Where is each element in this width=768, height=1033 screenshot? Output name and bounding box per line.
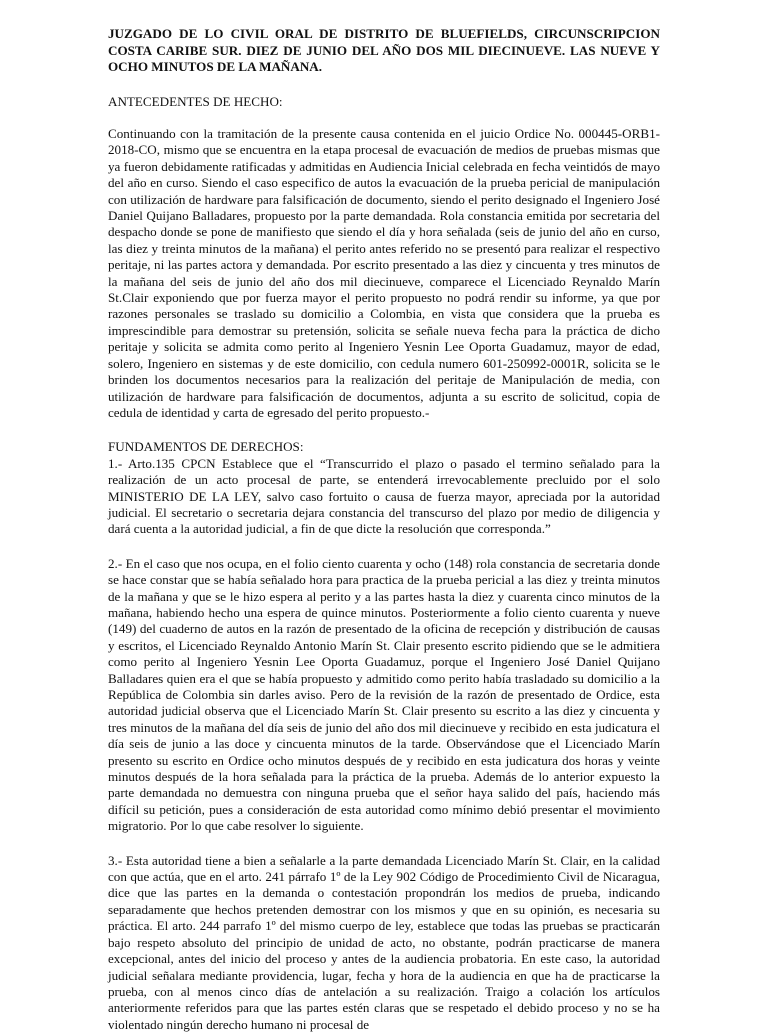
fundamento-2-paragraph: 2.- En el caso que nos ocupa, en el folio ciento cuarenta y ocho (148) rola constancia de secretaria donde se hace constar que se había señalado hora para practica de la prueba pericial a las diez y treinta minutos de la mañana y que se le hizo espera al perito y a las partes hasta la diez y cuarenta cinco minutos de la mañana, habiendo hecho una espera de quince minutos. Posteriormente a folio ciento cuarenta y nueve (149) del cuaderno de autos en la razón de presentado de la oficina de recepción y distribución de causas y escritos, el Licenciado Reynaldo Antonio Marín St. Clair presento escrito pidiendo que se le admitiera como perito al Ingeniero Yesnin Lee Oporta Guadamuz, porque el Ingeniero José Daniel Quijano Balladares quien era el que se había propuesto y admitido como perito había trasladado su domicilio a la República de Colombia sin darles aviso. Pero de la revisión de la razón de presentado de Ordice, esta autoridad judicial observa que el Licenciado Marín St. Clair presento su escrito a las diez y cincuenta y tres minutos de la mañana del día seis de junio del año dos mil diecinueve y recibido en esta judicatura el día seis de junio a las doce y cincuenta minutos de la tarde. Observándose que el Licenciado Marín presento su escrito en Ordice ocho minutos después de y recibido en esta judicatura dos horas y veinte minutos después de la hora señalada para la práctica de la prueba. Además de lo anterior expuesto la parte demandada no demuestra con ninguna prueba que el señor haya salido del país, haciendo más difícil su petición, pues a consideración de esta autoridad como mínimo debió presentar el movimiento migratorio. Por lo que cabe resolver lo siguiente. [108, 555, 660, 834]
antecedentes-paragraph: Continuando con la tramitación de la presente causa contenida en el juicio Ordice No. 000445-ORB1-2018-CO, mismo que se encuentra en la etapa procesal de evacuación de medios de pruebas mismas que ya fueron debidamente ratificadas y admitidas en Audiencia Inicial celebrada en fecha veintidós de mayo del año en curso. Siendo el caso especifico de autos la evacuación de la prueba pericial de manipulación con utilización de hardware para falsificación de documento, siendo el perito designado el Ingeniero José Daniel Quijano Balladares, propuesto por la parte demandada. Rola constancia emitida por secretaria del despacho donde se pone de manifiesto que siendo el día y hora señalada (seis de junio del año en curso, las diez y treinta minutos de la mañana) el perito antes referido no se presentó para realizar el respectivo peritaje, ni las partes actora y demandada. Por escrito presentado a las diez y cincuenta y tres minutos de la mañana del seis de junio del año dos mil diecinueve, comparece el Licenciado Reynaldo Marín St.Clair exponiendo que por fuerza mayor el perito propuesto no podrá rendir su informe, ya que por razones personales se traslado su domicilio a Colombia, en vista que considera que la prueba es imprescindible para demostrar su pretensión, solicita se señale nueva fecha para la práctica de dicho peritaje y solicita se admita como perito al Ingeniero Yesnin Lee Oporta Guadamuz, mayor de edad, solero, Ingeniero en sistemas y de este domicilio, con cedula numero 601-250992-0001R, solicita se le brinden los documentos necesarios para la realización del peritaje de Manipulación de media, con utilización de hardware para falsificación de documentos, adjunta a su escrito de solicitud, copia de cedula de identidad y carta de egresado del perito propuesto.- [108, 126, 660, 420]
fundamentos-title: FUNDAMENTOS DE DERECHOS: [108, 439, 304, 455]
fundamento-1-paragraph: 1.- Arto.135 CPCN Establece que el “Transcurrido el plazo o pasado el termino señalado para la realización de un acto procesal de parte, se entenderá irrevocablemente precluido por el solo MINISTERIO DE LA LEY, salvo caso fortuito o causa de fuerza mayor, apreciada por la autoridad judicial. El secretario o secretaria dejara constancia del transcurso del plazo por medio de diligencia y dará cuenta a la autoridad judicial, a fin de que dicte la resolución que corresponda.” [108, 455, 660, 537]
antecedentes-title: ANTECEDENTES DE HECHO: [108, 93, 283, 109]
document-page [108, 26, 660, 1033]
fundamento-3-paragraph: 3.- Esta autoridad tiene a bien a señalarle a la parte demandada Licenciado Marín St. Clair, en la calidad con que actúa, que en el arto. 241 párrafo 1º de la Ley 902 Código de Procedimiento Civil de Nicaragua, dice que las partes en la demanda o contestación propondrán los medios de prueba, indicando separadamente que hechos pretenden demostrar con los mismos y que en su opinión, es necesaria su práctica. El arto. 244 parrafo 1º del mismo cuerpo de ley, establece que todas las pruebas se practicarán bajo respeto absoluto del principio de unidad de acto, no obstante, podrán practicarse de manera excepcional, antes del inicio del proceso y antes de la audiencia probatoria. En este caso, la autoridad judicial señalara mediante providencia, lugar, fecha y hora de la audiencia en que ha de practicarse la prueba, con al menos cinco días de antelación a su realización. Traigo a colación los artículos anteriormente referidos para que las partes estén claras que se respetado el debido proceso y no se ha violentado ningún derecho humano ni procesal de [108, 852, 660, 1032]
document-heading: JUZGADO DE LO CIVIL ORAL DE DISTRITO DE BLUEFIELDS, CIRCUNSCRIPCION COSTA CARIBE SUR. DIEZ DE JUNIO DEL AÑO DOS MIL DIECINUEVE. LAS NUEVE Y OCHO MINUTOS DE LA MAÑANA. [108, 26, 660, 74]
